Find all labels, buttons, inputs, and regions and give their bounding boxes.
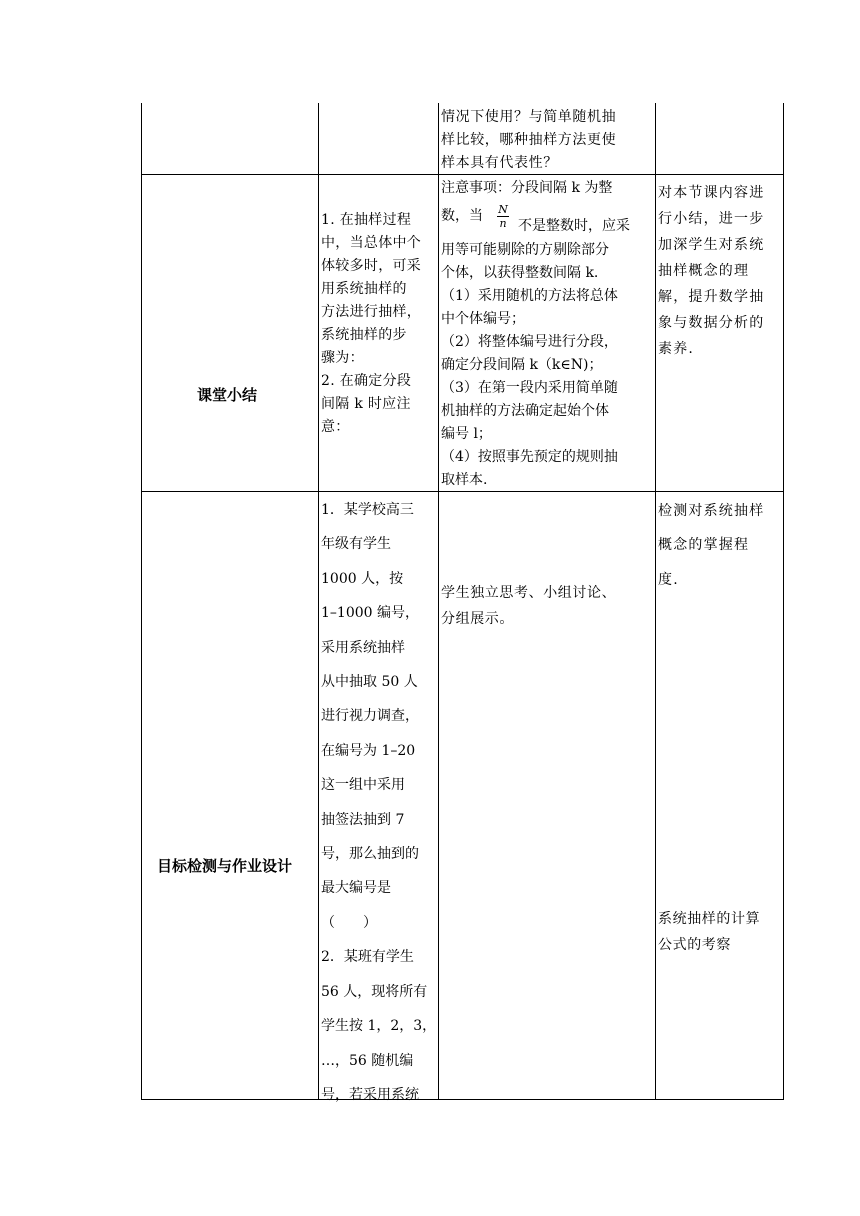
summary-purpose-text: 对本节课内容进 行小结，进一步 加深学生对系统 抽样概念的理 解，提升数学抽 象与数据分析的 素养. xyxy=(658,185,765,357)
table-border-bottom xyxy=(141,1099,784,1100)
top-row-method-text: 情况下使用？与简单随机抽 样比较，哪种抽样方法更使 样本具有代表性？ xyxy=(441,109,617,171)
method-line: 注意事项：分段间隔 k 为整 xyxy=(441,180,613,196)
assessment-purpose2-text: 系统抽样的计算 公式的考察 xyxy=(658,911,761,953)
column-divider-2 xyxy=(438,103,439,1100)
column-divider-1 xyxy=(318,103,319,1100)
summary-content-text: 1. 在抽样过程 中，当总体中个 体较多时，可采 用系统抽样的 方法进行抽样， 系统抽样的步 骤为： 2. 在确定分段 间隔 k 时应注 意： xyxy=(321,212,422,435)
column-divider-3 xyxy=(655,103,656,1100)
table-border-left xyxy=(141,103,142,1100)
fraction-N-over-n xyxy=(497,204,509,229)
assessment-method-text: 学生独立思考、小组讨论、 分组展示。 xyxy=(441,585,617,627)
fraction-numerator: N xyxy=(498,203,508,216)
table-border-right xyxy=(783,103,784,1100)
assessment-purpose-text: 检测对系统抽样 概念的掌握程 度. xyxy=(658,503,765,588)
assessment-questions-text: 1．某学校高三 年级有学生 1000 人，按 1–1000 编号， 采用系统抽样 从中抽取 50 人 进行视力调查， 在编号为 1–20 这一组中采用 抽签法抽到 7 号，那么抽到的 最大编号是 （ ） 2．某班有学生 56 人，现将所有 学生按 1，2，3， …，56 随机编 号，若采用系统 xyxy=(321,502,437,1103)
fraction-denominator: n xyxy=(499,217,507,230)
assessment-row-header: 目标检测与作业设计 xyxy=(157,857,293,875)
method-line-tail: 不是整数时，应采 xyxy=(518,218,630,234)
method-line: 数，当 xyxy=(441,208,483,224)
summary-row-header: 课堂小结 xyxy=(197,386,258,404)
